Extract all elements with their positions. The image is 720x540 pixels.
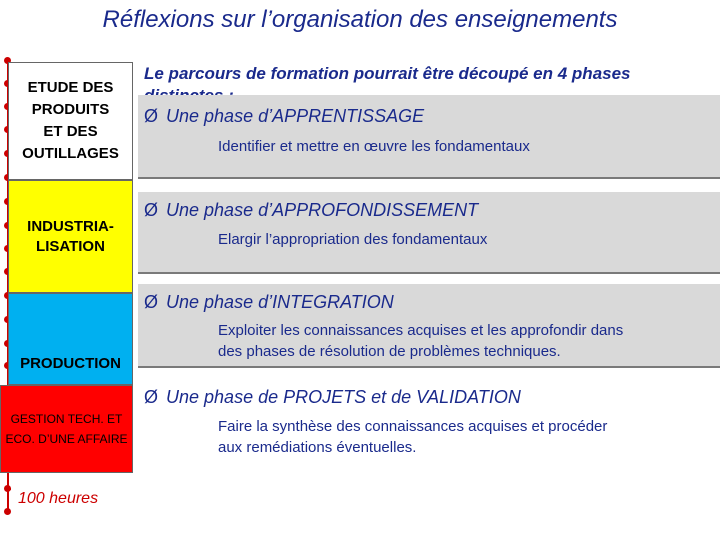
segment-label: INDUSTRIA- LISATION <box>27 217 114 255</box>
hours-bracket <box>5 488 11 490</box>
phase-title-text: Une phase d’APPRENTISSAGE <box>166 106 425 126</box>
page-title: Réflexions sur l’organisation des enseignements <box>102 6 618 33</box>
arrow-bullet-icon: Ø <box>144 292 159 312</box>
segment-industrialisation <box>8 180 133 293</box>
arrow-bullet-icon: Ø <box>144 106 159 126</box>
intro-text: Le parcours de formation pourrait être découpé en 4 phases <box>144 64 631 83</box>
segment-label: PRODUCTION <box>20 355 121 372</box>
phase-title <box>144 292 394 313</box>
timeline-dot <box>4 508 11 515</box>
arrow-bullet-icon: Ø <box>144 387 159 407</box>
segment-label: GESTION TECH. ET ECO. D’UNE AFFAIRE <box>5 412 128 446</box>
phase-title-text: Une phase d’APPROFONDISSEMENT <box>166 200 479 220</box>
segment-etude <box>8 62 133 180</box>
phase-description: Identifier et mettre en œuvre les fondamentaux <box>218 138 530 155</box>
arrow-bullet-icon: Ø <box>144 200 159 220</box>
segment-label: ETUDE DES PRODUITS ET DES OUTILLAGES <box>22 79 119 162</box>
phase-title <box>144 387 521 408</box>
phase-description: Faire la synthèse des connaissances acquises et procéder aux remédiations éventuelles. <box>218 418 608 456</box>
phase-title-text: Une phase de PROJETS et de VALIDATION <box>166 387 521 407</box>
phase-description: Exploiter les connaissances acquises et les approfondir dans des phases de résolution de problèmes techniques. <box>218 322 624 360</box>
phase-description: Elargir l’appropriation des fondamentaux <box>218 231 488 248</box>
segment-production <box>8 293 133 385</box>
hours-label: 100 heures <box>18 490 99 507</box>
intro-text-continued <box>144 86 234 95</box>
segment-gestion <box>0 385 133 473</box>
phase-title-text: Une phase d’INTEGRATION <box>166 292 394 312</box>
phase-title <box>144 106 424 127</box>
phase-title <box>144 200 478 221</box>
